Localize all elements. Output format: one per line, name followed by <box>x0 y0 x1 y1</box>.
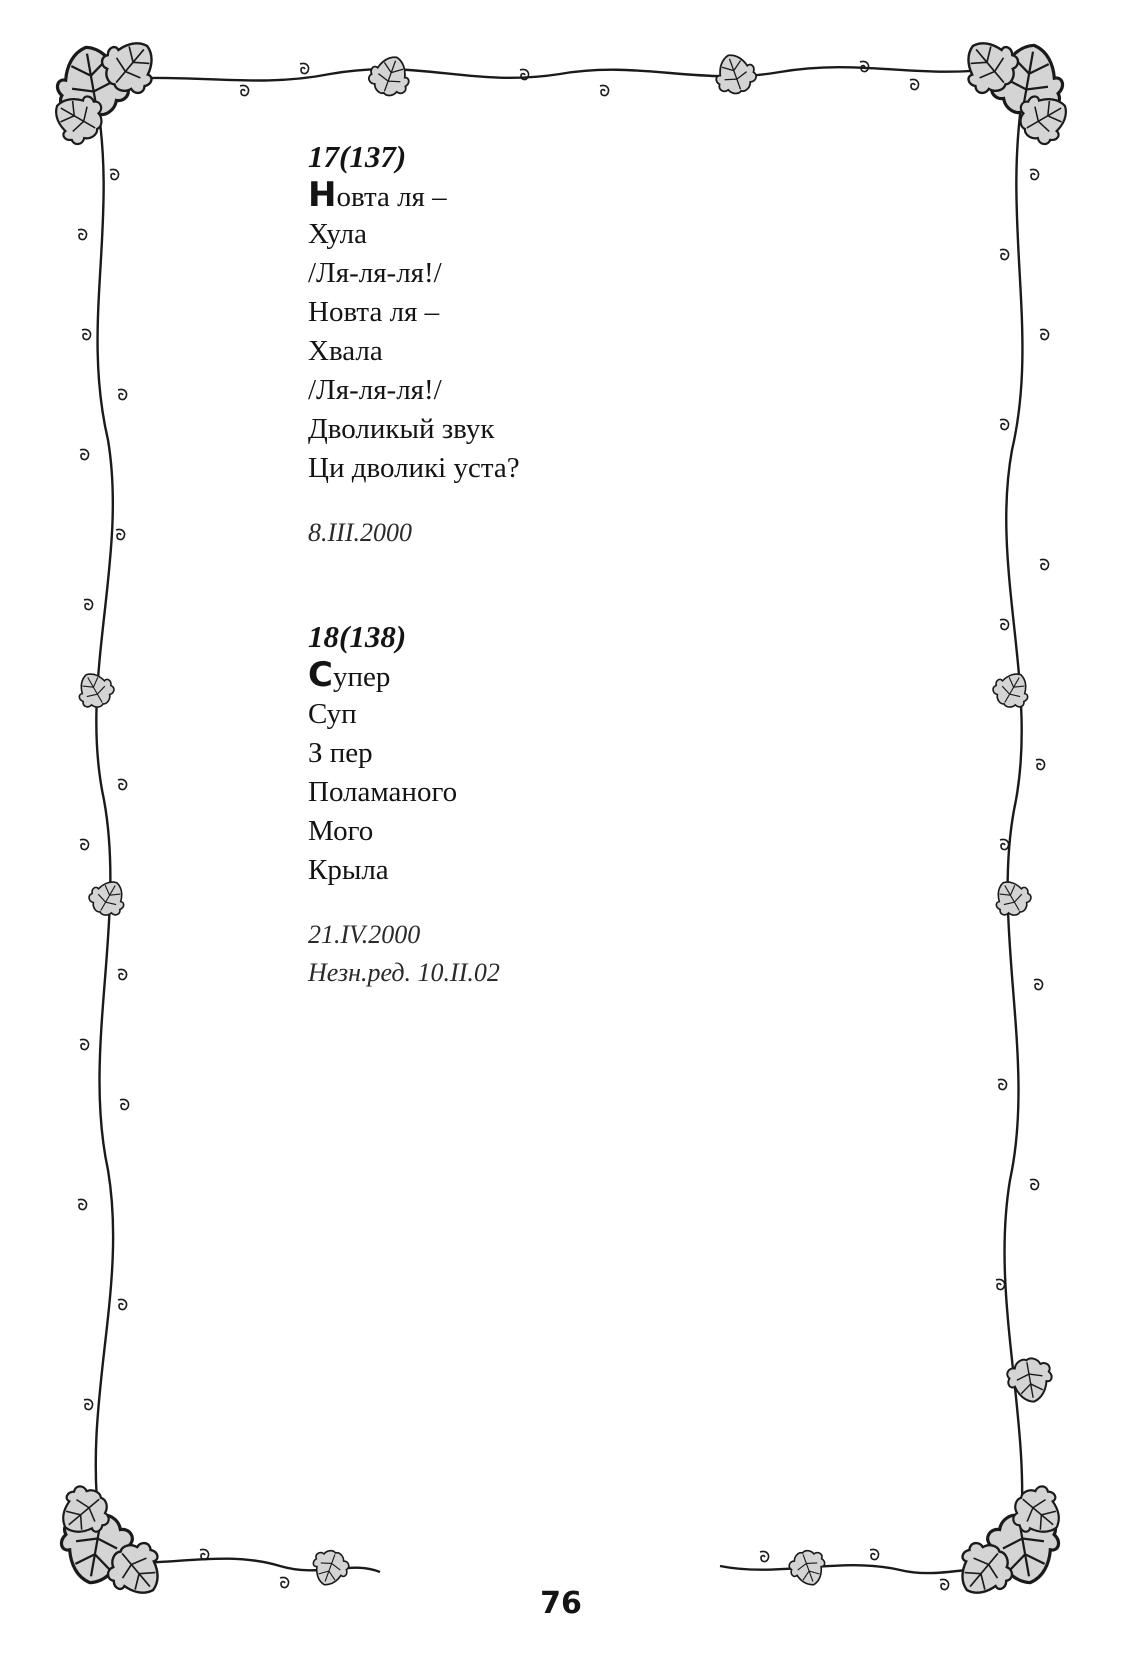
verse-line-first <box>308 176 868 215</box>
poem-date: 8.III.2000 <box>308 518 412 547</box>
verse-line: Хвала <box>308 335 383 367</box>
verse-line: З пер <box>308 737 373 769</box>
verse-line: /Ля-ля-ля!/ <box>308 374 442 406</box>
verse-line: Суп <box>308 698 357 730</box>
verse-line-first <box>308 656 868 695</box>
verse-line: /Ля-ля-ля!/ <box>308 257 442 289</box>
poem-date-block <box>308 916 868 992</box>
poem-date: 21.IV.2000 <box>308 920 421 949</box>
verse-line: Мого <box>308 815 374 847</box>
verse-line: Хула <box>308 218 367 250</box>
first-line-text: овта ля – <box>336 181 447 213</box>
verse-line: Поламаного <box>308 776 458 808</box>
verse <box>308 176 868 488</box>
verse <box>308 656 868 890</box>
drop-initial: С <box>308 655 333 695</box>
verse-line: Ци дволикі уста? <box>308 452 520 484</box>
verse-line: Дволикый звук <box>308 413 495 445</box>
poem-number: 17(137) <box>308 139 407 174</box>
verse-line: Крыла <box>308 854 389 886</box>
first-line-text: упер <box>332 661 391 693</box>
poem-number: 18(138) <box>308 619 407 654</box>
poem-17 <box>308 138 868 552</box>
poem-date-block <box>308 514 868 552</box>
drop-initial: Н <box>308 175 337 215</box>
verse-line: Новта ля – <box>308 296 440 328</box>
poem-revision-date: Незн.ред. 10.II.02 <box>308 958 500 987</box>
page-number: 76 <box>540 1586 582 1621</box>
poem-18 <box>308 618 868 992</box>
